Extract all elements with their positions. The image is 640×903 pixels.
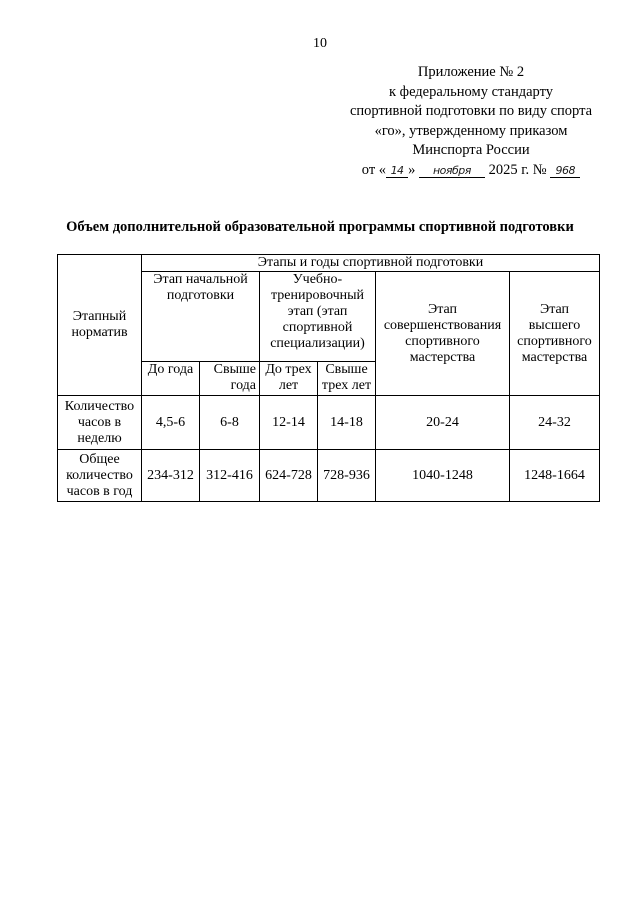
date-mid: »: [408, 161, 416, 178]
value-cell: 312-416: [200, 450, 260, 502]
row-header-label: Этапный норматив: [71, 309, 128, 340]
value-cell: 1248-1664: [510, 450, 600, 502]
stage-initial-header: [142, 272, 260, 362]
value-cell: 24-32: [510, 396, 600, 450]
stage-training-label: Учебно-тренировочный этап (этап спортивной специализации): [270, 272, 365, 351]
stage-improvement-header: [376, 272, 510, 396]
handwritten-day: 14: [386, 164, 408, 178]
stage-higher-label: Этап высшего спортивного мастерства: [517, 301, 592, 365]
value-cell: 6-8: [200, 396, 260, 450]
sub-header-cell: Свыше года: [200, 362, 260, 396]
value-cell: 14-18: [318, 396, 376, 450]
stage-improvement-label: Этап совершенствования спортивного мастерства: [383, 301, 502, 365]
value-cell: 20-24: [376, 396, 510, 450]
stage-initial-label: Этап начальной подготовки: [153, 272, 248, 303]
appendix-line: Приложение № 2: [417, 64, 525, 80]
date-prefix: от «: [361, 161, 387, 178]
appendix-line: Минспорта России: [412, 142, 530, 158]
row-label: Общее количество часов в год: [66, 451, 133, 499]
appendix-line: «го», утвержденному приказом: [374, 122, 568, 139]
row-header-cell: [58, 255, 142, 396]
value-cell: 234-312: [142, 450, 200, 502]
order-date-line: [340, 161, 602, 181]
value-cell: 12-14: [260, 396, 318, 450]
program-volume-table: [57, 254, 600, 502]
sub-header-cell: До трех лет: [260, 362, 318, 396]
sub-header-cell: До года: [142, 362, 200, 396]
page-number: 10: [313, 36, 327, 51]
sub-header-cell: Свыше трех лет: [318, 362, 376, 396]
row-label: Количество часов в неделю: [64, 398, 135, 446]
stage-training-header: [260, 272, 376, 362]
appendix-block: [340, 63, 602, 180]
handwritten-month: ноября: [419, 164, 485, 178]
handwritten-order-number: 968: [550, 164, 580, 178]
appendix-line: спортивной подготовки по виду спорта: [349, 103, 593, 119]
value-cell: 4,5-6: [142, 396, 200, 450]
row-label-cell: [58, 450, 142, 502]
appendix-line: к федеральному стандарту: [389, 83, 553, 100]
row-label-cell: [58, 396, 142, 450]
value-cell: 1040-1248: [376, 450, 510, 502]
year-and-number-label: 2025 г. №: [488, 161, 547, 178]
group-header-cell: Этапы и годы спортивной подготовки: [142, 255, 600, 272]
value-cell: 728-936: [318, 450, 376, 502]
stage-higher-header: [510, 272, 600, 396]
value-cell: 624-728: [260, 450, 318, 502]
document-title: Объем дополнительной образовательной программы спортивной подготовки: [66, 219, 574, 235]
